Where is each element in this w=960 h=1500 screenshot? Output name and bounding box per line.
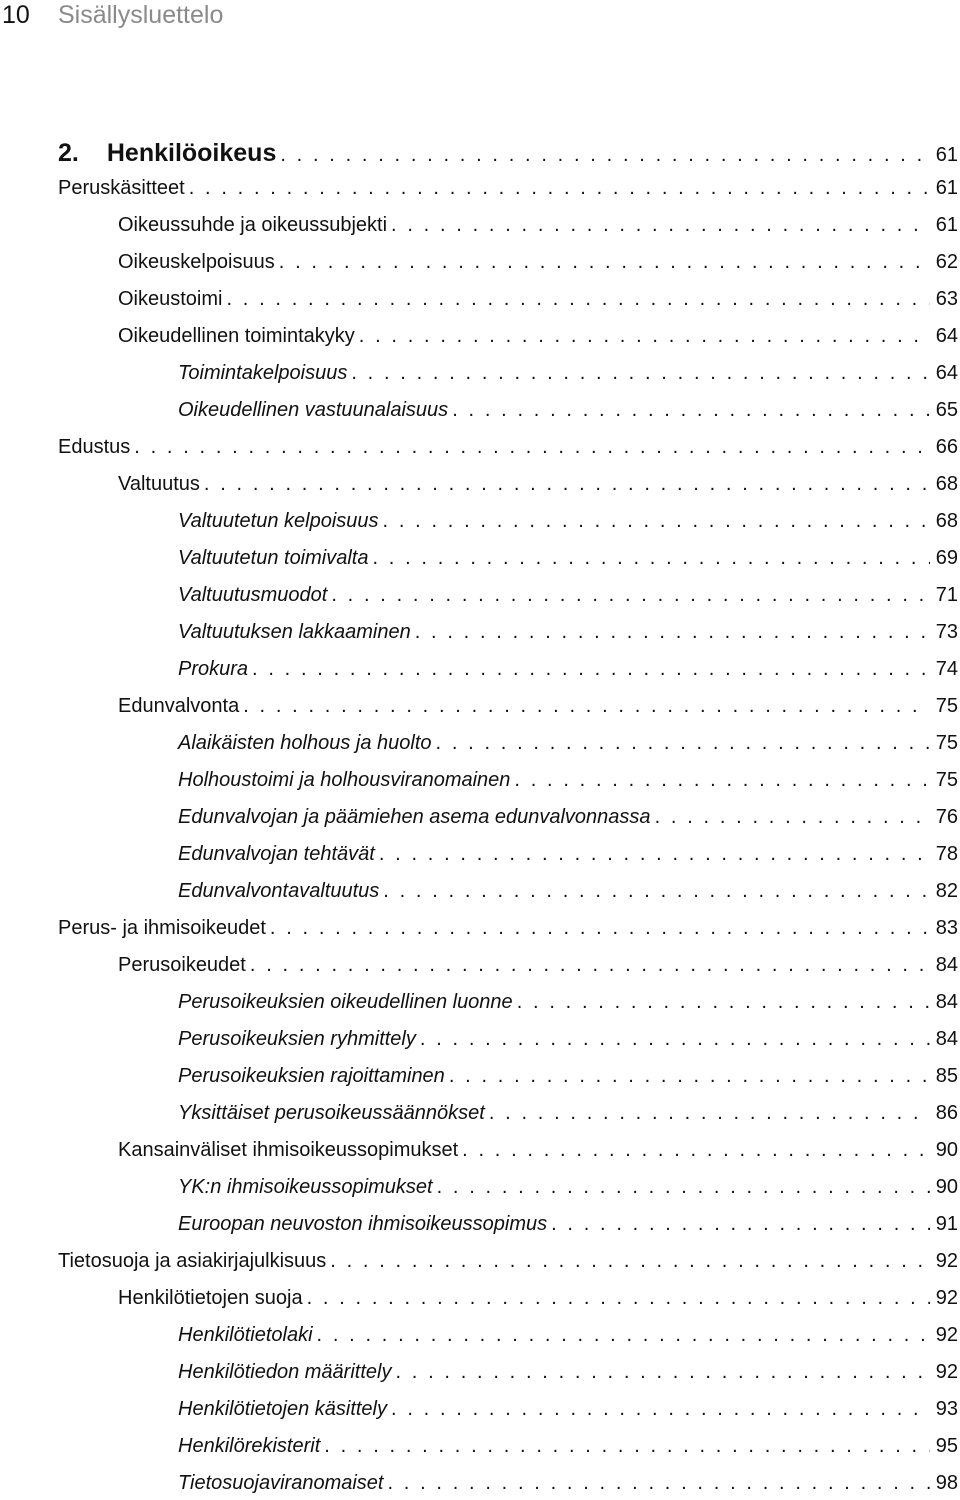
toc-page-number: 75 [930, 726, 958, 760]
toc-page-number: 76 [930, 800, 958, 834]
toc-entry-label: Prokura [178, 652, 252, 686]
toc-page-number: 68 [930, 504, 958, 538]
toc-entry-label: Oikeudellinen toimintakyky [118, 319, 359, 353]
dot-leader [420, 1022, 930, 1056]
toc-entry-label: Henkilörekisterit [178, 1429, 324, 1463]
toc-entry-label: Henkilötietolaki [178, 1318, 317, 1352]
toc-page-number: 92 [930, 1281, 958, 1315]
dot-leader [189, 171, 930, 205]
toc-entry[interactable] [178, 1318, 958, 1352]
toc-entry[interactable] [178, 393, 958, 427]
toc-page-number: 84 [930, 1022, 958, 1056]
toc-page-number: 71 [930, 578, 958, 612]
dot-leader [383, 874, 930, 908]
toc-chapter-label [58, 136, 280, 170]
toc-page-number: 75 [930, 689, 958, 723]
toc-page-number: 74 [930, 652, 958, 686]
dot-leader [489, 1096, 930, 1130]
toc-entry[interactable] [178, 541, 958, 575]
toc-entry-label: Perusoikeudet [118, 948, 250, 982]
toc-entry[interactable] [178, 1429, 958, 1463]
dot-leader [330, 1244, 929, 1278]
toc-page-number: 61 [930, 208, 958, 242]
toc-page-number: 91 [930, 1207, 958, 1241]
toc-entry-label: Perusoikeuksien oikeudellinen luonne [178, 985, 517, 1019]
toc-entry[interactable] [118, 208, 958, 242]
dot-leader [351, 356, 929, 390]
toc-page-number: 90 [930, 1133, 958, 1167]
toc-entry[interactable] [118, 948, 958, 982]
toc-entry[interactable] [178, 1096, 958, 1130]
dot-leader [270, 911, 930, 945]
toc-entry-label: Valtuutuksen lakkaaminen [178, 615, 415, 649]
toc-entry[interactable] [118, 689, 958, 723]
dot-leader [372, 541, 929, 575]
toc-page-number: 68 [930, 467, 958, 501]
toc-entry-label: Edunvalvojan ja päämiehen asema edunvalvonnassa [178, 800, 655, 834]
toc-page-number: 62 [930, 245, 958, 279]
toc-entry-label: Henkilötiedon määrittely [178, 1355, 395, 1389]
dot-leader [279, 245, 930, 279]
toc-entry-label: Edustus [58, 430, 134, 464]
toc-page-number: 90 [930, 1170, 958, 1204]
dot-leader [395, 1355, 929, 1389]
toc-page-number: 82 [930, 874, 958, 908]
toc-page-number: 85 [930, 1059, 958, 1093]
toc-page-number: 84 [930, 985, 958, 1019]
toc-entry-label: Oikeuskelpoisuus [118, 245, 279, 279]
toc-entry[interactable] [178, 837, 958, 871]
toc-entry-label: Yksittäiset perusoikeussäännökset [178, 1096, 489, 1130]
toc-entry-label: YK:n ihmisoikeussopimukset [178, 1170, 437, 1204]
toc-entry[interactable] [178, 1022, 958, 1056]
toc-page-number: 86 [930, 1096, 958, 1130]
toc-page-number: 92 [930, 1355, 958, 1389]
toc-entry[interactable] [178, 1355, 958, 1389]
toc-entry-label: Euroopan neuvoston ihmisoikeussopimus [178, 1207, 551, 1241]
toc-page-number: 92 [930, 1318, 958, 1352]
toc-page-number: 66 [930, 430, 958, 464]
toc-page-number: 69 [930, 541, 958, 575]
dot-leader [387, 1466, 929, 1500]
toc-page-number: 92 [930, 1244, 958, 1278]
toc-entry[interactable] [178, 985, 958, 1019]
toc-entry[interactable] [118, 467, 958, 501]
dot-leader [280, 138, 929, 172]
toc-page-number: 84 [930, 948, 958, 982]
dot-leader [379, 837, 930, 871]
toc-entry-label: Valtuutetun toimivalta [178, 541, 372, 575]
toc-page-number: 98 [930, 1466, 958, 1500]
dot-leader [449, 1059, 930, 1093]
toc-entry[interactable] [58, 911, 958, 945]
dot-leader [551, 1207, 930, 1241]
dot-leader [204, 467, 930, 501]
toc-entry[interactable] [178, 356, 958, 390]
toc-page-number: 78 [930, 837, 958, 871]
toc-entry-label: Edunvalvontavaltuutus [178, 874, 383, 908]
toc-entry-label: Oikeussuhde ja oikeussubjekti [118, 208, 391, 242]
toc-page-number: 61 [930, 171, 958, 205]
toc-entry[interactable] [118, 1133, 958, 1167]
dot-leader [462, 1133, 930, 1167]
toc-entry-label: Perus- ja ihmisoikeudet [58, 911, 270, 945]
page-number: 10 [2, 1, 30, 29]
toc-entry-label: Henkilötietojen käsittely [178, 1392, 391, 1426]
dot-leader [359, 319, 930, 353]
toc-entry[interactable] [178, 504, 958, 538]
dot-leader [415, 615, 930, 649]
toc-entry-label: Valtuutetun kelpoisuus [178, 504, 383, 538]
toc-page-number: 61 [930, 138, 958, 172]
toc-page-number: 83 [930, 911, 958, 945]
toc-entry[interactable] [58, 1244, 958, 1278]
dot-leader [391, 208, 930, 242]
toc-entry[interactable] [178, 726, 958, 760]
toc-entry[interactable] [178, 800, 958, 834]
toc-entry-label: Henkilötietojen suoja [118, 1281, 307, 1315]
toc-entry[interactable] [178, 652, 958, 686]
toc-entry[interactable] [178, 615, 958, 649]
toc-page-number: 93 [930, 1392, 958, 1426]
toc-entry-label: Edunvalvonta [118, 689, 243, 723]
chapter-number: 2. [58, 139, 79, 167]
toc-entry[interactable] [58, 171, 958, 205]
dot-leader [655, 800, 930, 834]
dot-leader [134, 430, 929, 464]
toc-entry[interactable] [178, 1170, 958, 1204]
toc-entry[interactable] [178, 1207, 958, 1241]
toc-entry-label: Tietosuoja ja asiakirjajulkisuus [58, 1244, 330, 1278]
toc-entry-label: Valtuutus [118, 467, 204, 501]
toc-entry[interactable] [118, 245, 958, 279]
dot-leader [437, 1170, 930, 1204]
toc-entry[interactable] [178, 1059, 958, 1093]
toc-page-number: 64 [930, 319, 958, 353]
toc-page-number: 64 [930, 356, 958, 390]
toc-entry-label: Alaikäisten holhous ja huolto [178, 726, 436, 760]
chapter-title: Henkilöoikeus [106, 139, 277, 167]
toc-entry[interactable] [178, 578, 958, 612]
toc-page-number: 73 [930, 615, 958, 649]
toc-entry-label: Oikeudellinen vastuunalaisuus [178, 393, 452, 427]
toc-entry[interactable] [118, 282, 958, 316]
dot-leader [391, 1392, 930, 1426]
dot-leader [436, 726, 930, 760]
toc-entry-label: Tietosuojaviranomaiset [178, 1466, 387, 1500]
dot-leader [514, 763, 929, 797]
toc-entry[interactable] [58, 430, 958, 464]
toc-entry-label: Oikeustoimi [118, 282, 226, 316]
toc-entry-label: Edunvalvojan tehtävät [178, 837, 379, 871]
dot-leader [250, 948, 930, 982]
dot-leader [317, 1318, 930, 1352]
toc-entry-label: Perusoikeuksien rajoittaminen [178, 1059, 449, 1093]
toc-page-number: 65 [930, 393, 958, 427]
dot-leader [252, 652, 930, 686]
dot-leader [517, 985, 930, 1019]
toc-entry[interactable] [178, 1392, 958, 1426]
toc-entry-label: Peruskäsitteet [58, 171, 189, 205]
toc-chapter-entry[interactable] [58, 136, 958, 170]
toc-entry[interactable] [178, 763, 958, 797]
dot-leader [243, 689, 930, 723]
toc-entry-label: Toimintakelpoisuus [178, 356, 351, 390]
dot-leader [307, 1281, 930, 1315]
toc-entry-label: Kansainväliset ihmisoikeussopimukset [118, 1133, 462, 1167]
dot-leader [226, 282, 929, 316]
toc-entry[interactable] [118, 319, 958, 353]
toc-page-number: 63 [930, 282, 958, 316]
toc-entry[interactable] [178, 1466, 958, 1500]
dot-leader [452, 393, 930, 427]
toc-entry-label: Holhoustoimi ja holhousviranomainen [178, 763, 514, 797]
toc-page-number: 95 [930, 1429, 958, 1463]
toc-page-number: 75 [930, 763, 958, 797]
toc-entry[interactable] [178, 874, 958, 908]
running-title: Sisällysluettelo [58, 1, 224, 29]
toc-entry[interactable] [118, 1281, 958, 1315]
dot-leader [331, 578, 929, 612]
toc-entry-label: Perusoikeuksien ryhmittely [178, 1022, 420, 1056]
dot-leader [383, 504, 930, 538]
toc-entry-label: Valtuutusmuodot [178, 578, 331, 612]
dot-leader [324, 1429, 929, 1463]
